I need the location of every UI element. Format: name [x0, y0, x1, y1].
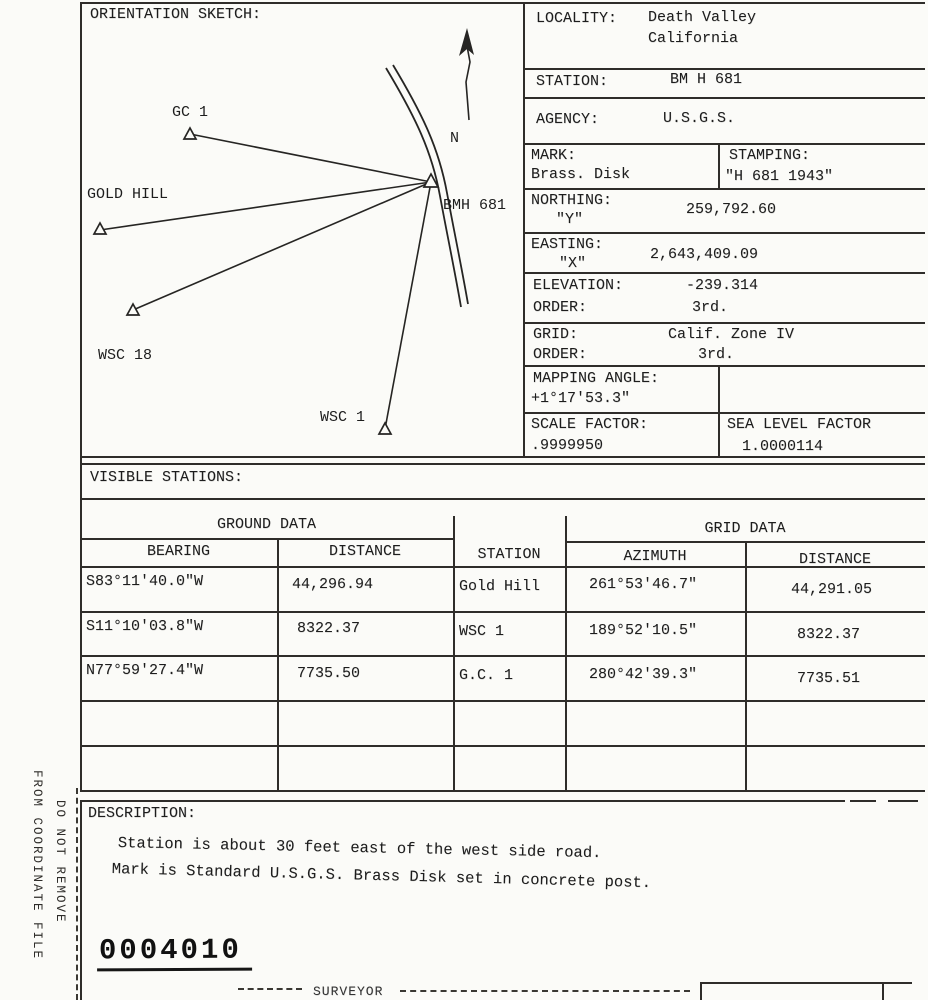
northing-label: NORTHING: — [531, 192, 613, 209]
rule-line — [745, 541, 747, 792]
easting-value: 2,643,409.09 — [650, 246, 759, 263]
ground-data-header: GROUND DATA — [216, 516, 317, 533]
rule-line — [80, 790, 925, 792]
station-label-gold-hill: GOLD HILL — [87, 186, 169, 203]
rule-line — [80, 463, 925, 465]
rule-line — [523, 232, 925, 234]
file-number-stamp: 0004010 — [97, 934, 252, 972]
sight-ray — [133, 182, 431, 310]
mapping-angle-label: MAPPING ANGLE: — [533, 370, 660, 387]
rule-line — [523, 143, 925, 145]
col-header-distance2: DISTANCE — [798, 551, 871, 568]
visible-stations-title: VISIBLE STATIONS: — [90, 469, 244, 486]
sea-level-factor-label: SEA LEVEL FACTOR — [727, 416, 872, 433]
margin-note-from-coordinate-file: FROM COORDINATE FILE — [30, 770, 44, 961]
north-arrow — [466, 46, 470, 120]
agency-value: U.S.G.S. — [663, 110, 736, 127]
rule-line — [238, 988, 302, 990]
cell-ground-distance: 7735.50 — [297, 665, 361, 682]
rule-line — [80, 800, 82, 1000]
rule-line — [850, 800, 876, 802]
rule-line — [888, 800, 918, 802]
rule-line — [523, 322, 925, 324]
locality-value: Death Valley — [648, 9, 757, 26]
cell-grid-distance: 8322.37 — [797, 626, 861, 643]
sight-ray — [190, 134, 431, 182]
station-label-bmh681: BMH 681 — [443, 197, 507, 214]
rule-line — [277, 538, 279, 792]
description-label: DESCRIPTION: — [88, 805, 197, 822]
scale-factor-label: SCALE FACTOR: — [531, 416, 649, 433]
rule-line — [80, 700, 925, 702]
grid-value: Calif. Zone IV — [668, 326, 795, 343]
agency-label: AGENCY: — [536, 111, 600, 128]
rule-line — [523, 188, 925, 190]
rule-line — [80, 655, 925, 657]
rule-line — [718, 143, 720, 188]
description-line-1: Station is about 30 feet east of the west side road. — [117, 834, 602, 863]
rule-line — [80, 800, 845, 802]
description-line-2: Mark is Standard U.S.G.S. Brass Disk set in concrete post. — [111, 860, 652, 893]
locality-label: LOCALITY: — [536, 10, 618, 27]
easting-label: EASTING: — [531, 236, 604, 253]
locality-value2: California — [648, 30, 739, 47]
sight-ray — [385, 182, 431, 429]
station-label-wsc18: WSC 18 — [98, 347, 153, 364]
rule-line — [523, 97, 925, 99]
rule-line — [80, 745, 925, 747]
cell-azimuth: 189°52'10.5" — [589, 622, 698, 639]
cell-grid-distance: 7735.51 — [797, 670, 861, 687]
station-value: BM H 681 — [670, 71, 743, 88]
rule-line — [80, 538, 453, 540]
col-header-azimuth: AZIMUTH — [623, 548, 687, 565]
station-label-gc1: GC 1 — [172, 104, 209, 121]
order-value: 3rd. — [692, 299, 729, 316]
margin-note-do-not-remove: DO NOT REMOVE — [53, 800, 67, 924]
rule-line — [882, 982, 884, 1000]
rule-line — [76, 788, 78, 1000]
grid-label: GRID: — [533, 326, 579, 343]
elevation-label: ELEVATION: — [533, 277, 624, 294]
col-header-bearing: BEARING — [146, 543, 210, 560]
cell-station: G.C. 1 — [459, 667, 514, 684]
cell-station: WSC 1 — [459, 623, 505, 640]
stamping-label: STAMPING: — [729, 147, 811, 164]
rule-line — [80, 611, 925, 613]
stamping-value: "H 681 1943" — [725, 168, 834, 185]
rule-line — [523, 412, 925, 414]
rule-line — [523, 2, 525, 458]
sea-level-factor-value: 1.0000114 — [742, 438, 824, 455]
cell-ground-distance: 44,296.94 — [292, 576, 374, 593]
rule-line — [718, 365, 720, 456]
northing-sub: "Y" — [556, 211, 584, 228]
orientation-sketch-title: ORIENTATION SKETCH: — [90, 6, 262, 23]
mark-label: MARK: — [531, 147, 577, 164]
rule-line — [700, 982, 912, 984]
cell-azimuth: 261°53'46.7" — [589, 576, 698, 593]
elevation-value: -239.314 — [686, 277, 759, 294]
rule-line — [700, 982, 702, 1000]
northing-value: 259,792.60 — [686, 201, 777, 218]
cell-grid-distance: 44,291.05 — [791, 581, 873, 598]
rule-line — [523, 365, 925, 367]
order2-label: ORDER: — [533, 346, 588, 363]
station-marker-gold-hill — [94, 223, 106, 234]
scale-factor-value: .9999950 — [531, 437, 604, 454]
rule-line — [400, 990, 690, 992]
orientation-sketch — [80, 2, 523, 456]
surveyor-label: SURVEYOR — [313, 984, 384, 999]
cell-bearing: S83°11'40.0"W — [86, 573, 204, 590]
cell-bearing: N77°59'27.4"W — [86, 662, 204, 679]
grid-data-header: GRID DATA — [704, 520, 786, 537]
station-label: STATION: — [536, 73, 609, 90]
order-label: ORDER: — [533, 299, 588, 316]
mapping-angle-value: +1°17'53.3" — [531, 390, 631, 407]
cell-azimuth: 280°42'39.3" — [589, 666, 698, 683]
easting-sub: "X" — [559, 255, 587, 272]
rule-line — [80, 498, 925, 500]
col-header-distance: DISTANCE — [328, 543, 401, 560]
north-arrow-head — [459, 28, 474, 56]
station-marker-gc1 — [184, 128, 196, 139]
rule-line — [523, 68, 925, 70]
mark-value: Brass. Disk — [531, 166, 631, 183]
station-marker-wsc1 — [379, 423, 391, 434]
station-label-wsc1: WSC 1 — [320, 409, 366, 426]
north-label: N — [450, 130, 460, 147]
col-header-station: STATION — [477, 546, 541, 563]
cell-station: Gold Hill — [459, 578, 541, 595]
station-marker-wsc18 — [127, 304, 139, 315]
order2-value: 3rd. — [698, 346, 735, 363]
cell-bearing: S11°10'03.8"W — [86, 618, 204, 635]
cell-ground-distance: 8322.37 — [297, 620, 361, 637]
